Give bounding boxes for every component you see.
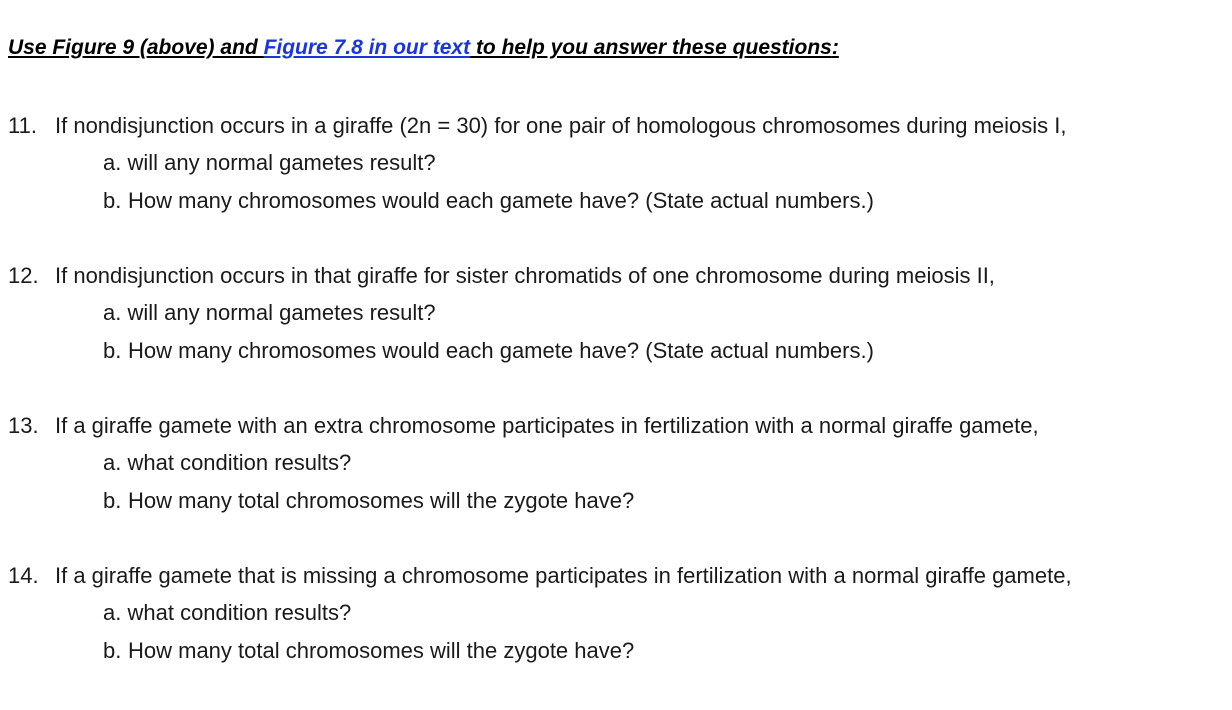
question-12 [8, 265, 995, 287]
question-number: 14. [8, 563, 39, 588]
instructions-heading [8, 36, 839, 60]
heading-text-start: Use Figure 9 (above) and [8, 36, 264, 59]
question-14 [8, 565, 1072, 587]
question-11-part-a [103, 152, 436, 174]
heading-colon: : [831, 36, 839, 59]
figure-7-8-link[interactable]: Figure 7.8 in our text [263, 36, 471, 59]
part-text: will any normal gametes result? [127, 150, 436, 175]
question-11 [8, 115, 1067, 137]
question-number: 12. [8, 263, 39, 288]
question-11-part-b [103, 190, 874, 212]
part-letter: a. [103, 300, 122, 325]
part-text: what condition results? [127, 450, 352, 475]
question-14-part-a [103, 602, 351, 624]
question-text: If a giraffe gamete that is missing a chromosome participates in fertilization with a normal giraffe gamete, [55, 563, 1072, 588]
question-text: If nondisjunction occurs in that giraffe for sister chromatids of one chromosome during meiosis II, [55, 263, 995, 288]
part-text: How many total chromosomes will the zygote have? [128, 488, 635, 513]
question-12-part-b [103, 340, 874, 362]
question-13-part-a [103, 452, 351, 474]
part-letter: b. [103, 488, 122, 513]
question-14-part-b [103, 640, 634, 662]
part-text: How many total chromosomes will the zygote have? [128, 638, 635, 663]
part-letter: b. [103, 338, 122, 363]
part-letter: a. [103, 450, 122, 475]
part-text: How many chromosomes would each gamete have? (State actual numbers.) [128, 188, 874, 213]
part-text: will any normal gametes result? [127, 300, 436, 325]
question-number: 13. [8, 413, 39, 438]
question-13 [8, 415, 1039, 437]
question-text: If a giraffe gamete with an extra chromosome participates in fertilization with a normal giraffe gamete, [55, 413, 1039, 438]
question-number: 11. [8, 113, 37, 138]
part-letter: a. [103, 150, 122, 175]
heading-text-end: to help you answer these questions [470, 36, 832, 59]
question-text: If nondisjunction occurs in a giraffe (2n = 30) for one pair of homologous chromosomes during meiosis I, [55, 113, 1067, 138]
question-13-part-b [103, 490, 634, 512]
part-letter: b. [103, 188, 122, 213]
question-12-part-a [103, 302, 436, 324]
part-text: what condition results? [127, 600, 352, 625]
part-text: How many chromosomes would each gamete have? (State actual numbers.) [128, 338, 874, 363]
part-letter: a. [103, 600, 122, 625]
part-letter: b. [103, 638, 122, 663]
